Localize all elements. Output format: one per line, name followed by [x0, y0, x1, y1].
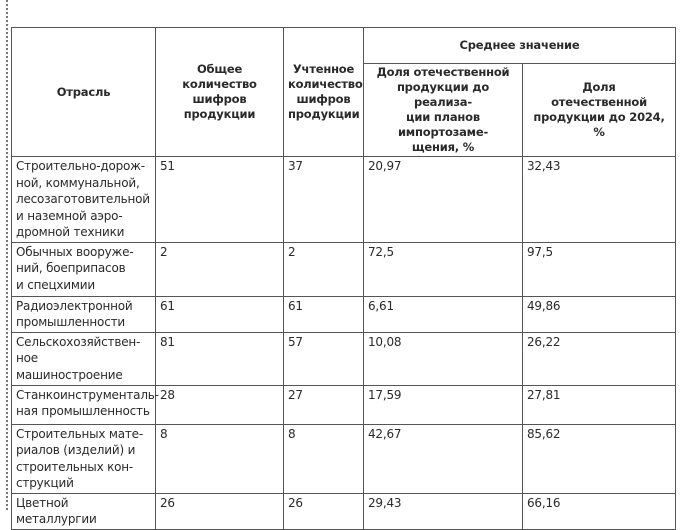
cell-share-2024: 85,62	[523, 424, 676, 493]
cell-counted: 27	[284, 385, 364, 424]
cell-share-before: 17,59	[364, 385, 523, 424]
industry-table	[11, 27, 676, 530]
header-share-before: Доля отечественной продукции до реализа- ции планов импортозаме- щения, %	[364, 64, 523, 157]
cell-share-2024: 32,43	[523, 157, 676, 243]
table-row	[12, 242, 676, 296]
cell-counted: 8	[284, 424, 364, 493]
cell-share-before: 10,08	[364, 332, 523, 385]
dotted-margin-line	[6, 0, 8, 510]
cell-share-before: 42,67	[364, 424, 523, 493]
cell-industry: Обычных вооруже- ний, боеприпасов и спецхимии	[12, 242, 156, 296]
table-row	[12, 157, 676, 243]
table-row	[12, 296, 676, 332]
cell-total: 51	[156, 157, 284, 243]
cell-industry: Сельскохозяйствен- ное машиностроение	[12, 332, 156, 385]
cell-industry: Цветной металлургии	[12, 493, 156, 529]
table-row	[12, 493, 676, 529]
table-row	[12, 332, 676, 385]
cell-total: 61	[156, 296, 284, 332]
cell-total: 2	[156, 242, 284, 296]
cell-counted: 57	[284, 332, 364, 385]
cell-share-2024: 66,16	[523, 493, 676, 529]
cell-share-2024: 27,81	[523, 385, 676, 424]
cell-counted: 2	[284, 242, 364, 296]
table-row	[12, 385, 676, 424]
cell-total: 8	[156, 424, 284, 493]
cell-counted: 61	[284, 296, 364, 332]
cell-total: 81	[156, 332, 284, 385]
cell-share-before: 6,61	[364, 296, 523, 332]
cell-counted: 37	[284, 157, 364, 243]
cell-share-before: 20,97	[364, 157, 523, 243]
table-row	[12, 424, 676, 493]
cell-industry: Радиоэлектронной промышленности	[12, 296, 156, 332]
cell-share-before: 72,5	[364, 242, 523, 296]
header-counted: Учтенное количество шифров продукции	[284, 28, 364, 157]
header-total: Общее количество шифров продукции	[156, 28, 284, 157]
cell-share-2024: 26,22	[523, 332, 676, 385]
cell-industry: Строительных мате- риалов (изделий) и строительных кон- струкций	[12, 424, 156, 493]
header-share-2024: Доля отечественной продукции до 2024, %	[523, 64, 676, 157]
cell-share-2024: 97,5	[523, 242, 676, 296]
cell-counted: 26	[284, 493, 364, 529]
cell-total: 26	[156, 493, 284, 529]
cell-industry: Строительно-дорож- ной, коммунальной, лесозаготовительной и наземной аэро- дромной техники	[12, 157, 156, 243]
cell-share-2024: 49,86	[523, 296, 676, 332]
cell-share-before: 29,43	[364, 493, 523, 529]
cell-industry: Станкоинструменталь- ная промышленность	[12, 385, 156, 424]
header-average-group: Среднее значение	[364, 28, 676, 64]
cell-total: 28	[156, 385, 284, 424]
header-industry: Отрасль	[12, 28, 156, 157]
